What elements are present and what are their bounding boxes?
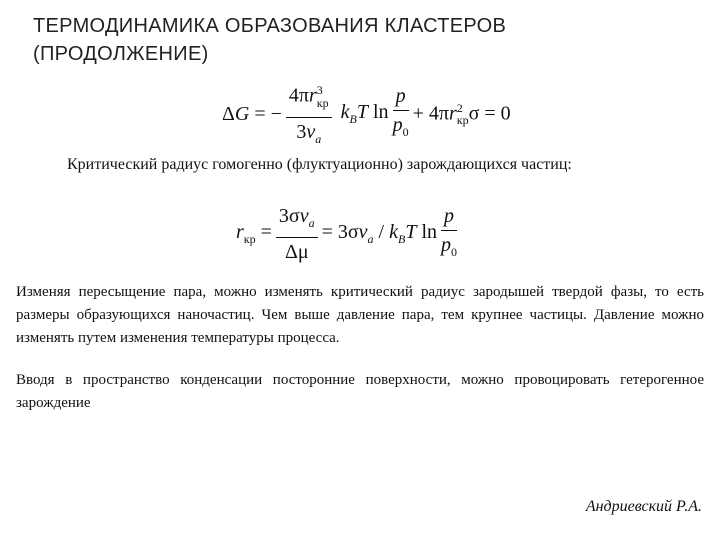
- slide-title: ТЕРМОДИНАМИКА ОБРАЗОВАНИЯ КЛАСТЕРОВ (ПРОДОЛЖЕНИЕ): [33, 15, 507, 65]
- author-credit: Андриевский Р.А.: [585, 498, 702, 515]
- critical-radius-formula: $r_{кр}$ = $\frac{3\sigma v_a}{\Delta\mu}$ = $3\sigma v_a / k_BT$ ln $\frac{p}{p_0}$: [236, 205, 458, 263]
- gibbs-energy-formula: ΔG = − $\frac{4\pi r^3_{кр}}{3v_a}$ $k_BT$ ln $\frac{p}{p_0}$ + $4\pi r^2_{кр}\sigma = 0$: [222, 78, 511, 151]
- paragraph-supersaturation: Изменяя пересыщение пара, можно изменять критический радиус зародышей твердой фазы, то есть размеры образующихся наночастиц. Чем выше давление пара, тем крупнее частицы. Давление можно изменять путем изменения температуры процесса.: [16, 284, 704, 346]
- paragraph-heterogeneous: Вводя в пространство конденсации посторонние поверхности, можно провоцировать гетерогенное зарождение: [16, 372, 704, 411]
- critical-radius-intro: Критический радиус гомогенно (флуктуационно) зарождающихся частиц:: [67, 156, 572, 173]
